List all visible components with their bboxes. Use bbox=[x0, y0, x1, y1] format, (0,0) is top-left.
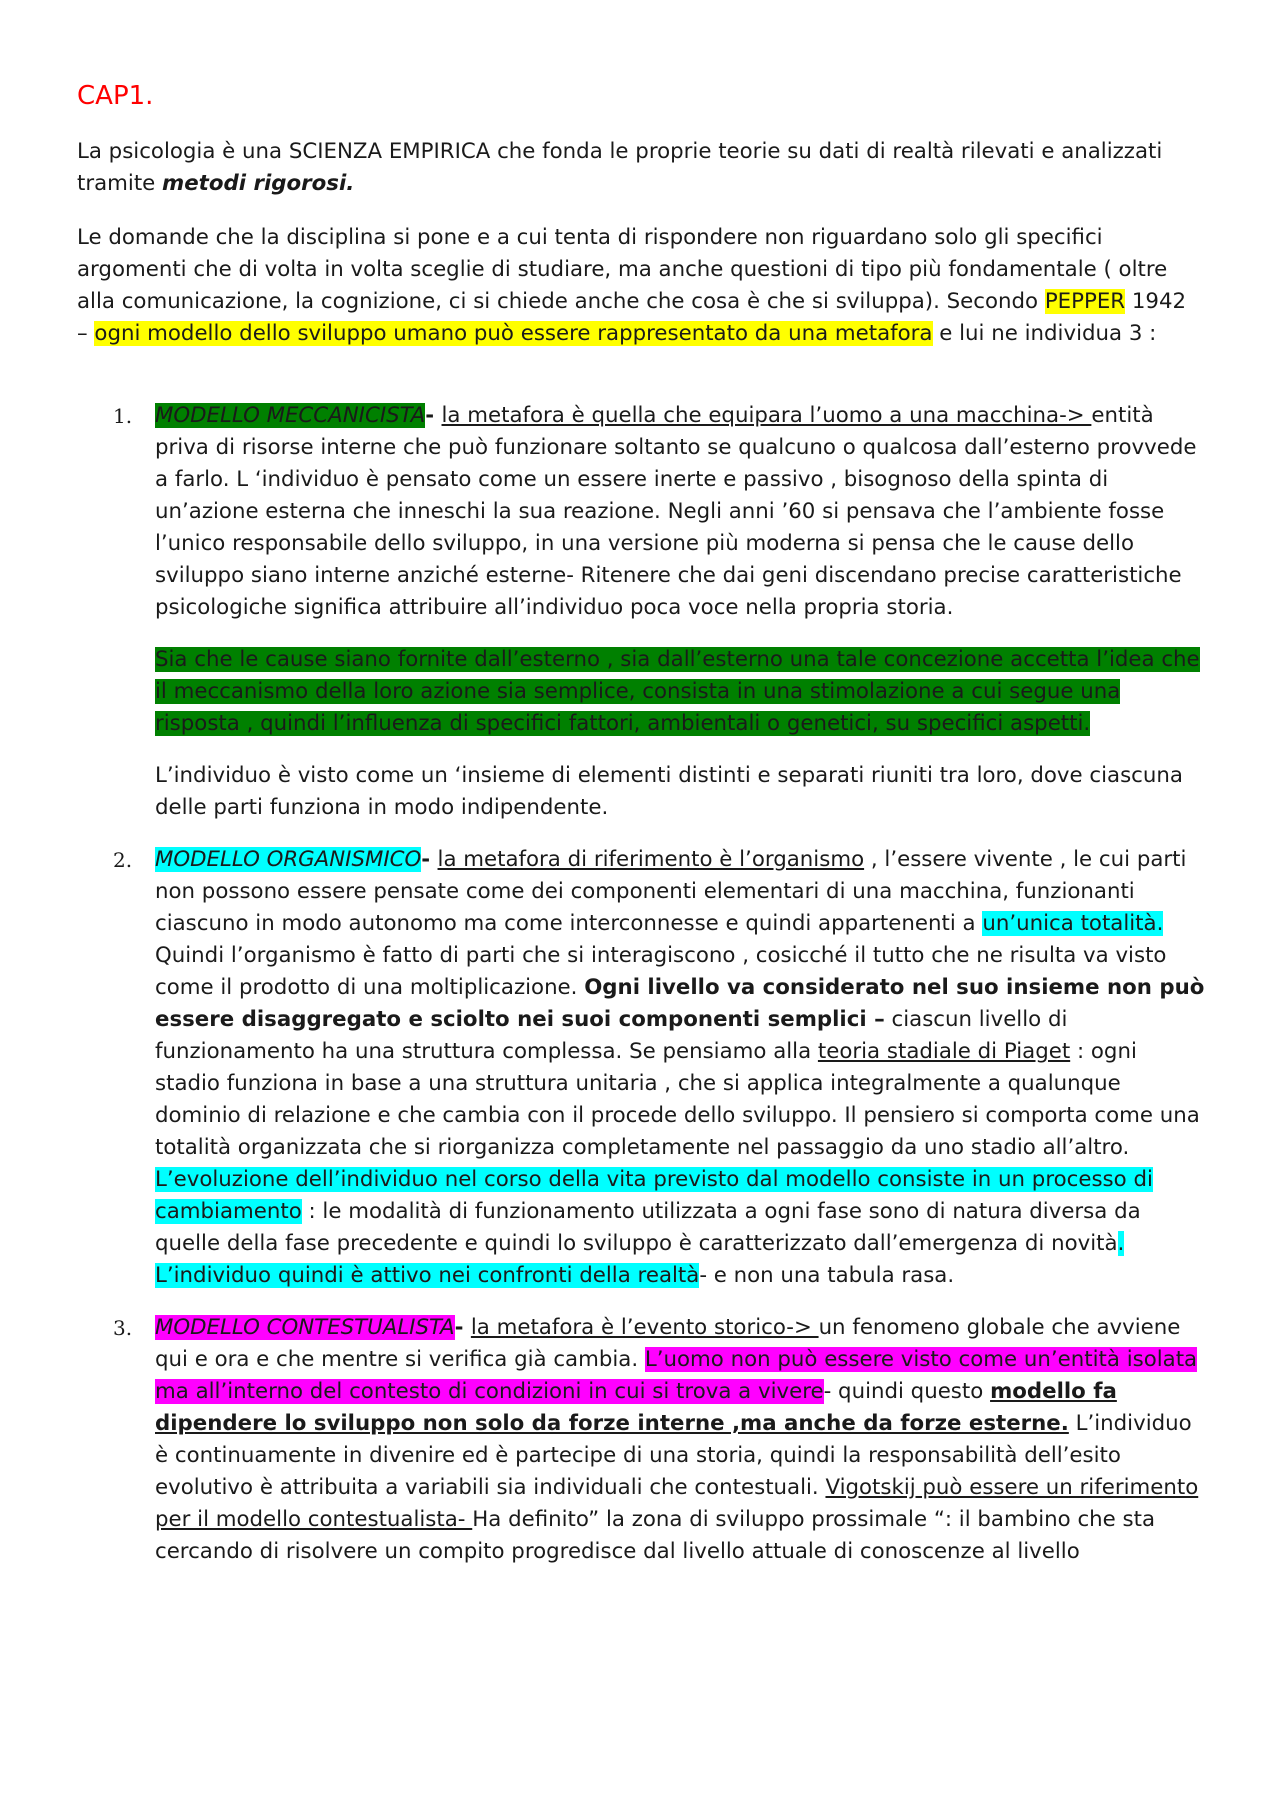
questions-paragraph bbox=[77, 222, 1197, 350]
text-run: : le modalità di funzionamento utilizzata a ogni fase sono di natura diversa da quelle della fase precedente e quindi lo sviluppo è caratterizzato dall’emergenza di novità bbox=[155, 1199, 1141, 1256]
model-name: MODELLO ORGANISMICO bbox=[155, 847, 422, 872]
chapter-title: CAP1. bbox=[77, 81, 154, 111]
underlined-text: Vigotskij può essere un riferimento per il modello contestualista- bbox=[155, 1475, 1199, 1532]
highlighted-text: Sia che le cause siano fornite dall’esterno , sia dall’esterno una tale concezione accetta l’idea che il meccanismo della loro azione sia semplice, consista in una stimolazione a cui segue una risposta , quindi l’influenza di specifici fattori, ambientali o genetici, su specifici aspetti. bbox=[155, 647, 1200, 736]
organismic-paragraph bbox=[155, 844, 1207, 1292]
model-metaphor: la metafora di riferimento è l’organismo bbox=[437, 847, 865, 872]
models-list bbox=[77, 400, 1207, 1568]
text-run: L’individuo è continuamente in divenire ed è partecipe di una storia, quindi la responsabilità dell’esito evolutivo è attribuita a variabili sia individuali che contestuali. bbox=[155, 1411, 1192, 1500]
list-item-contextualist bbox=[77, 1312, 1207, 1568]
text-run: ciascun livello di funzionamento ha una struttura complessa. Se pensiamo alla bbox=[155, 1007, 1068, 1064]
text-run: , l’essere vivente , le cui parti non possono essere pensate come dei componenti elementari di una macchina, funzionanti ciascuno in modo autonomo ma come interconnesse e quindi appartenenti a bbox=[155, 847, 1187, 936]
mechanistic-paragraph bbox=[155, 400, 1207, 624]
bold-dash: – bbox=[866, 1007, 885, 1032]
model-metaphor: la metafora è l’evento storico-> bbox=[470, 1315, 819, 1340]
model-metaphor: la metafora è quella che equipara l’uomo a una macchina-> bbox=[441, 403, 1092, 428]
mechanistic-closing-paragraph: L’individuo è visto come un ‘insieme di elementi distinti e separati riuniti tra loro, dove ciascuna delle parti funziona in modo indipendente. bbox=[155, 763, 1183, 820]
model-description: entità priva di risorse interne che può funzionare soltanto se qualcuno o qualcosa dall’esterno provvede a farlo. L ‘individuo è pensato come un essere inerte e passivo , bisognoso della spinta di un’azione esterna che inneschi la sua reazione. Negli anni ’60 si pensava che l’ambiente fosse l’unico responsabile dello sviluppo, in una versione più moderna si pensa che le cause dello sviluppo siano interne anziché esterne- Ritenere che dai geni discendano precise caratteristiche psicologiche significa attribuire all’individuo poca voce nella propria storia. bbox=[155, 403, 1197, 620]
list-marker: 2. bbox=[113, 848, 133, 872]
claim-highlight: ogni modello dello sviluppo umano può essere rappresentato da una metafora bbox=[94, 321, 933, 346]
list-item-organismic bbox=[77, 844, 1207, 1292]
model-dash: - bbox=[421, 847, 438, 872]
list-marker: 3. bbox=[113, 1316, 133, 1340]
highlighted-text: . L’individuo quindi è attivo nei confronti della realtà bbox=[155, 1231, 1125, 1288]
text-run: Quindi l’organismo è fatto di parti che si interagiscono , cosicché il tutto che ne risulta va visto come il prodotto di una moltiplicazione. bbox=[155, 943, 1167, 1000]
text-run: - e non una tabula rasa. bbox=[699, 1263, 955, 1288]
model-name: MODELLO MECCANICISTA bbox=[155, 403, 426, 428]
intro-emphasis: metodi rigorosi. bbox=[162, 171, 355, 196]
highlighted-text: L’uomo non può essere visto come un’entità isolata ma all’interno del contesto di condizioni in cui si trova a vivere bbox=[155, 1347, 1198, 1404]
intro-paragraph bbox=[77, 136, 1197, 200]
list-item-mechanistic bbox=[77, 400, 1207, 824]
model-dash: - bbox=[425, 403, 442, 428]
list-marker: 1. bbox=[113, 404, 133, 428]
bold-text: Ogni livello va considerato nel suo insieme non può essere disaggregato e sciolto nei suoi componenti semplici bbox=[155, 975, 1205, 1032]
questions-text: Le domande che la disciplina si pone e a cui tenta di rispondere non riguardano solo gli specifici argomenti che di volta in volta sceglie di studiare, ma anche questioni di tipo più fondamentale ( oltre alla comunicazione, la cognizione, ci si chiede anche che cosa è che si sviluppa). Secondo bbox=[77, 225, 1168, 314]
underlined-text: teoria stadiale di Piaget bbox=[817, 1039, 1071, 1064]
text-run: un fenomeno globale che avviene qui e ora e che mentre si verifica già cambia. bbox=[155, 1315, 1181, 1372]
text-run: Ha definito” la zona di sviluppo prossimale “: il bambino che sta cercando di risolvere un compito progredisce dal livello attuale di conoscenze al livello bbox=[155, 1507, 1156, 1564]
text-run: - quindi questo bbox=[823, 1379, 991, 1404]
model-dash: - bbox=[454, 1315, 471, 1340]
highlighted-text: L’evoluzione dell’individuo nel corso della vita previsto dal modello consiste in un processo di cambiamento bbox=[155, 1167, 1153, 1224]
questions-tail: e lui ne individua 3 : bbox=[932, 321, 1157, 346]
mechanistic-highlight-paragraph bbox=[155, 644, 1207, 740]
bold-underlined-text: modello fa dipendere lo sviluppo non solo da forze interne ,ma anche da forze esterne. bbox=[155, 1379, 1117, 1436]
year-text: 1942 – bbox=[77, 289, 1187, 346]
text-run: : ogni stadio funziona in base a una struttura unitaria , che si applica integralmente a qualunque dominio di relazione e che cambia con il procede dello sviluppo. Il pensiero si comporta come una totalità organizzata che si riorganizza completamente nel passaggio da uno stadio all’altro. bbox=[155, 1039, 1200, 1160]
intro-text: La psicologia è una SCIENZA EMPIRICA che fonda le proprie teorie su dati di realtà rilevati e analizzati tramite bbox=[77, 139, 1163, 196]
author-highlight: PEPPER bbox=[1044, 289, 1126, 314]
contextualist-paragraph bbox=[155, 1312, 1207, 1568]
model-name: MODELLO CONTESTUALISTA bbox=[155, 1315, 455, 1340]
highlighted-text: un’unica totalità. bbox=[982, 911, 1164, 936]
